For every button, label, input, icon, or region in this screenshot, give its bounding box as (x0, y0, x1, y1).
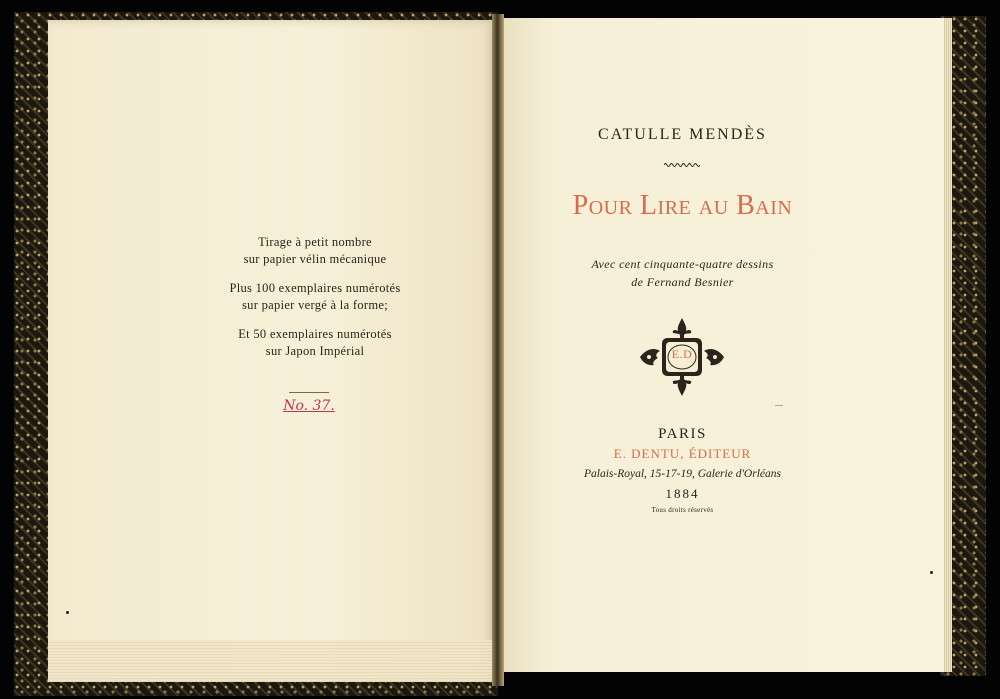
colophon-line: sur papier vélin mécanique (243, 252, 387, 266)
limitation-colophon (190, 234, 440, 372)
wavy-rule-ornament (664, 162, 700, 168)
speck-left (66, 611, 69, 614)
copy-number: No. 37. (283, 398, 335, 414)
subtitle (500, 255, 865, 291)
book-title: Pour Lire au Bain (572, 190, 793, 221)
imprint-publisher: E. DENTU, ÉDITEUR (613, 446, 752, 461)
author-name: CATULLE MENDÈS (598, 126, 767, 143)
colophon-group (190, 326, 440, 360)
book-gutter (492, 14, 504, 686)
rights-reserved: Tous droits réservés (651, 506, 714, 514)
copy-number-block (274, 392, 344, 415)
left-page-edges (48, 640, 496, 682)
speck-right (930, 571, 933, 574)
imprint-city: PARIS (658, 426, 707, 442)
colophon-group (190, 234, 440, 268)
subtitle-line: de Fernand Besnier (631, 275, 734, 289)
colophon-line: sur Japon Impérial (265, 344, 365, 358)
copy-number-rule (289, 392, 329, 393)
right-page-edge (944, 18, 952, 672)
monogram-letters: E.D (671, 347, 693, 361)
imprint-year: 1884 (665, 486, 700, 501)
imprint (500, 424, 865, 516)
colophon-line: sur papier vergé à la forme; (242, 298, 388, 312)
colophon-line: Et 50 exemplaires numérotés (238, 327, 392, 341)
imprint-address: Palais-Royal, 15-17-19, Galerie d'Orléans (584, 468, 781, 480)
colophon-line: Tirage à petit nombre (258, 235, 372, 249)
page-mark (775, 405, 783, 406)
colophon-line: Plus 100 exemplaires numérotés (229, 281, 401, 295)
subtitle-line: Avec cent cinquante-quatre dessins (591, 257, 774, 271)
colophon-group (190, 280, 440, 314)
